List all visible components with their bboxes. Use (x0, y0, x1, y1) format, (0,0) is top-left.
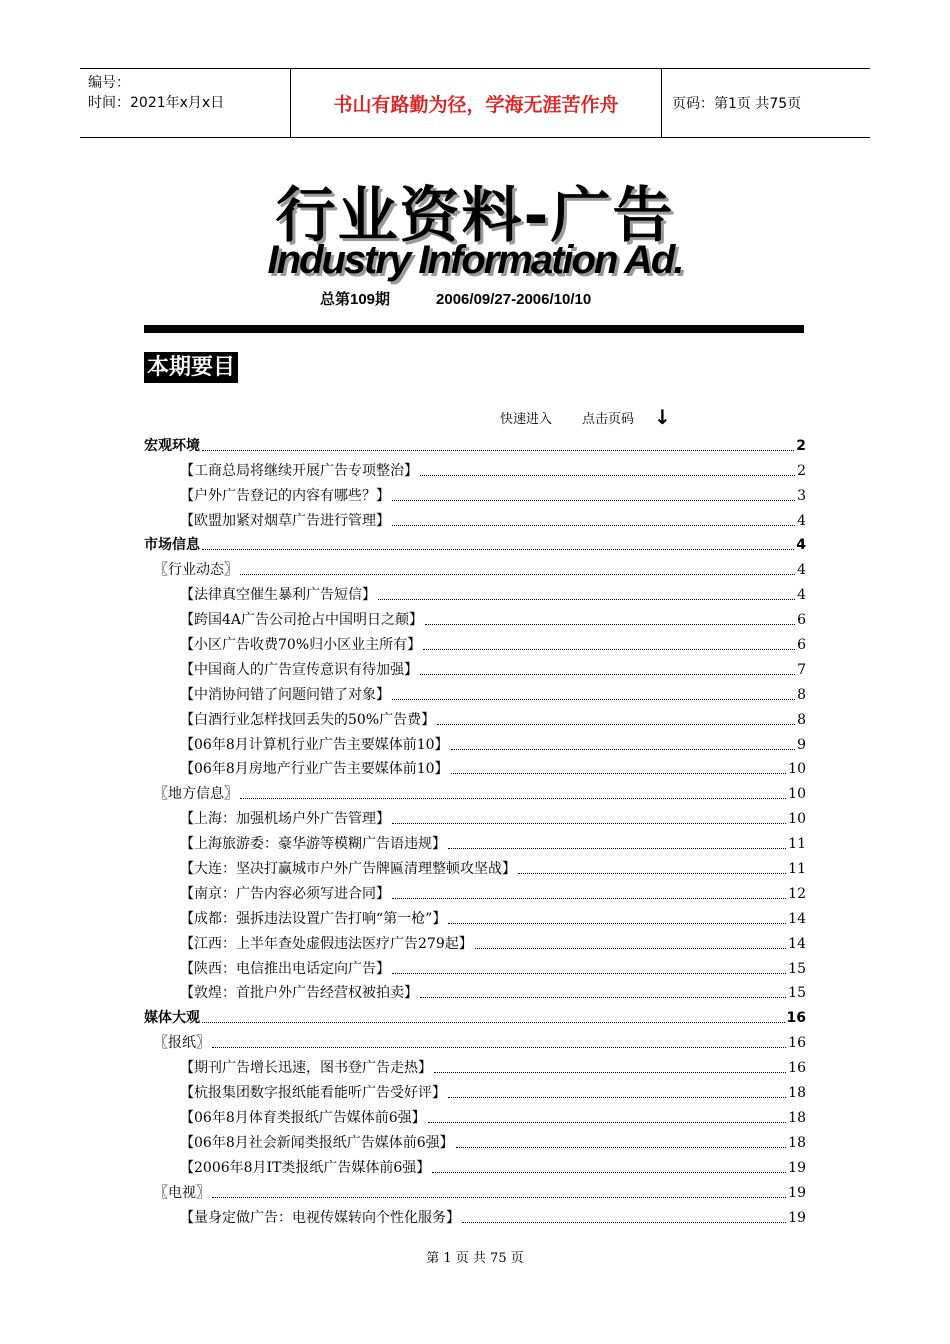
toc-page-number[interactable]: 18 (788, 1134, 806, 1151)
click-page-label: 点击页码 (582, 411, 635, 427)
toc-page-number[interactable]: 12 (788, 885, 806, 902)
dot-leader (392, 972, 786, 974)
toc-entry[interactable] (144, 1002, 806, 1027)
toc-entry[interactable] (144, 480, 806, 505)
toc-entry[interactable] (144, 554, 806, 579)
issue-line (320, 288, 591, 309)
toc-entry-title: 【小区广告收费70%归小区业主所有】 (180, 637, 422, 654)
divider-bar (144, 325, 804, 333)
dot-leader (448, 922, 786, 924)
toc-entry[interactable] (144, 878, 806, 903)
dot-leader (420, 474, 795, 476)
dot-leader (392, 698, 795, 700)
toc-entry[interactable] (144, 778, 806, 803)
toc-page-number[interactable]: 2 (796, 437, 806, 454)
dot-leader (378, 598, 795, 600)
toc-entry-title: 【南京：广告内容必须写进合同】 (180, 885, 390, 902)
toc-page-number[interactable]: 6 (797, 612, 806, 629)
dot-leader (392, 897, 786, 899)
toc-entry-title: 【06年8月房地产行业广告主要媒体前10】 (180, 761, 449, 778)
dot-leader (420, 673, 795, 675)
toc-page-number[interactable]: 4 (797, 562, 806, 579)
dot-leader (434, 1071, 786, 1073)
issue-dates: 2006/09/27-2006/10/10 (436, 291, 592, 308)
header-table (80, 68, 870, 138)
toc-page-number[interactable]: 19 (788, 1184, 806, 1201)
toc-page-number[interactable]: 3 (797, 487, 806, 504)
toc-entry-title: 媒体大观 (144, 1010, 200, 1027)
toc-entry-title: 〖地方信息〗 (154, 786, 238, 803)
toc-entry-title: 【工商总局将继续开展广告专项整治】 (180, 462, 418, 479)
toc-entry-title: 【大连：坚决打赢城市户外广告牌匾清理整顿攻坚战】 (180, 861, 516, 878)
toc-entry[interactable] (144, 903, 806, 928)
toc-entry-title: 〖电视〗 (154, 1184, 210, 1201)
toc-entry[interactable] (144, 928, 806, 953)
issue-number: 总第109期 (320, 291, 391, 308)
toc-entry-title: 【户外广告登记的内容有哪些？】 (180, 487, 390, 504)
toc-entry[interactable] (144, 430, 806, 455)
toc-entry-title: 【中国商人的广告宣传意识有待加强】 (180, 661, 418, 678)
dot-leader (202, 548, 794, 550)
toc-entry[interactable] (144, 978, 806, 1003)
dot-leader (392, 499, 795, 501)
toc-page-number[interactable]: 11 (788, 861, 806, 878)
toc-entry-title: 【06年8月社会新闻类报纸广告媒体前6强】 (180, 1134, 454, 1151)
dot-leader (456, 1146, 787, 1148)
toc-page-number[interactable]: 4 (797, 512, 806, 529)
dot-leader (448, 847, 786, 849)
toc-entry[interactable] (144, 530, 806, 555)
toc-entry-title: 【06年8月体育类报纸广告媒体前6强】 (180, 1109, 426, 1126)
toc-entry[interactable] (144, 1027, 806, 1052)
dot-leader (202, 449, 794, 451)
toc-entry-title: 【上海旅游委：豪华游等模糊广告语违规】 (180, 836, 446, 853)
toc-heading: 本期要目 (144, 352, 238, 383)
toc-page-number[interactable]: 18 (788, 1109, 806, 1126)
toc-page-number[interactable]: 8 (797, 686, 806, 703)
toc-page-number[interactable]: 14 (788, 910, 806, 927)
dot-leader (420, 996, 786, 998)
toc-page-number[interactable]: 10 (788, 811, 806, 828)
quick-nav-hint (500, 405, 671, 429)
toc-page-number[interactable]: 15 (788, 960, 806, 977)
dot-leader (451, 748, 796, 750)
toc-page-number[interactable]: 11 (788, 836, 806, 853)
dot-leader (432, 1171, 786, 1173)
toc-entry-title: 【量身定做广告：电视传媒转向个性化服务】 (180, 1209, 460, 1226)
toc-entry-title: 〖行业动态〗 (154, 562, 238, 579)
toc-entry[interactable] (144, 654, 806, 679)
toc-page-number[interactable]: 19 (788, 1209, 806, 1226)
toc-entry-title: 【2006年8月IT类报纸广告媒体前6强】 (180, 1159, 431, 1176)
toc-entry-title: 【白酒行业怎样找回丢失的50%广告费】 (180, 711, 436, 728)
toc-page-number[interactable]: 15 (788, 985, 806, 1002)
dot-leader (212, 1046, 786, 1048)
dot-leader (202, 1021, 785, 1023)
toc-entry-title: 【06年8月计算机行业广告主要媒体前10】 (180, 736, 449, 753)
toc-entry-title: 【中消协问错了问题问错了对象】 (180, 686, 390, 703)
header-meta (80, 69, 291, 137)
toc-entry-title: 【敦煌：首批户外广告经营权被拍卖】 (180, 985, 418, 1002)
time-label: 时间：2021年x月x日 (88, 95, 225, 111)
toc-entry-title: 【欧盟加紧对烟草广告进行管理】 (180, 512, 390, 529)
toc-entry[interactable] (144, 1077, 806, 1102)
toc-entry-title: 【上海：加强机场户外广告管理】 (180, 811, 390, 828)
arrow-down-icon: ↓ (654, 405, 671, 429)
toc-page-number[interactable]: 18 (788, 1085, 806, 1102)
toc-page-number[interactable]: 14 (788, 935, 806, 952)
toc-entry[interactable] (144, 704, 806, 729)
title-english: Industry Information Ad. (267, 238, 683, 282)
page-info: 页码：第1页 共75页 (672, 96, 802, 112)
toc-entry-title: 【杭报集团数字报纸能看能听广告受好评】 (180, 1085, 446, 1102)
quick-enter-label: 快速进入 (500, 411, 553, 427)
toc-entry[interactable] (144, 679, 806, 704)
toc-page-number[interactable]: 2 (797, 462, 806, 479)
toc-entry[interactable] (144, 629, 806, 654)
dot-leader (448, 1096, 786, 1098)
dot-leader (428, 1121, 787, 1123)
toc-entry[interactable] (144, 455, 806, 480)
dot-leader (423, 648, 795, 650)
toc-entry[interactable] (144, 1177, 806, 1202)
toc-page-number[interactable]: 8 (797, 711, 806, 728)
dot-leader (518, 872, 786, 874)
toc-page-number[interactable]: 7 (797, 661, 806, 678)
toc-entry-title: 【成都：强拆违法设置广告打响“第一枪”】 (180, 910, 447, 927)
toc-entry-title: 【陕西：电信推出电话定向广告】 (180, 960, 390, 977)
toc-entry[interactable] (144, 1127, 806, 1152)
page-footer: 第 1 页 共 75 页 (426, 1251, 524, 1266)
toc-entry-title: 【江西：上半年查处虚假违法医疗广告279起】 (180, 935, 473, 952)
dot-leader (462, 1221, 786, 1223)
toc-entry[interactable] (144, 1052, 806, 1077)
dot-leader (212, 1196, 786, 1198)
toc-entry[interactable] (144, 1202, 806, 1227)
dot-leader (451, 772, 787, 774)
toc-entry[interactable] (144, 853, 806, 878)
toc-page-number[interactable]: 16 (788, 1060, 806, 1077)
toc-page-number[interactable]: 9 (797, 736, 806, 753)
toc-entry-title: 【跨国4A广告公司抢占中国明日之颠】 (180, 612, 424, 629)
dot-leader (437, 723, 795, 725)
toc-page-number[interactable]: 16 (788, 1035, 806, 1052)
dot-leader (240, 573, 795, 575)
toc-entry[interactable] (144, 1102, 806, 1127)
dot-leader (392, 822, 786, 824)
table-of-contents (144, 430, 806, 1227)
toc-entry[interactable] (144, 604, 806, 629)
toc-entry[interactable] (144, 579, 806, 604)
toc-entry[interactable] (144, 828, 806, 853)
toc-entry[interactable] (144, 729, 806, 754)
dot-leader (392, 524, 795, 526)
toc-entry[interactable] (144, 1152, 806, 1177)
toc-page-number[interactable]: 10 (788, 786, 806, 803)
toc-page-number[interactable]: 16 (786, 1010, 806, 1027)
toc-entry[interactable] (144, 505, 806, 530)
toc-page-number[interactable]: 10 (788, 761, 806, 778)
toc-page-number[interactable]: 4 (796, 537, 806, 554)
toc-entry-title: 宏观环境 (144, 437, 200, 454)
title-chinese: 行业资料-广告 (275, 181, 675, 251)
dot-leader (240, 797, 786, 799)
dot-leader (475, 947, 786, 949)
number-label: 编号： (88, 75, 130, 91)
toc-entry[interactable] (144, 803, 806, 828)
toc-entry[interactable] (144, 953, 806, 978)
toc-entry-title: 〖报纸〗 (154, 1035, 210, 1052)
toc-page-number[interactable]: 19 (788, 1159, 806, 1176)
motto: 书山有路勤为径，学海无涯苦作舟 (291, 69, 662, 137)
toc-page-number[interactable]: 6 (797, 637, 806, 654)
toc-entry-title: 市场信息 (144, 537, 200, 554)
toc-entry-title: 【期刊广告增长迅速，图书登广告走热】 (180, 1060, 432, 1077)
toc-page-number[interactable]: 4 (797, 587, 806, 604)
toc-entry-title: 【法律真空催生暴利广告短信】 (180, 587, 376, 604)
dot-leader (425, 623, 795, 625)
toc-entry[interactable] (144, 754, 806, 779)
